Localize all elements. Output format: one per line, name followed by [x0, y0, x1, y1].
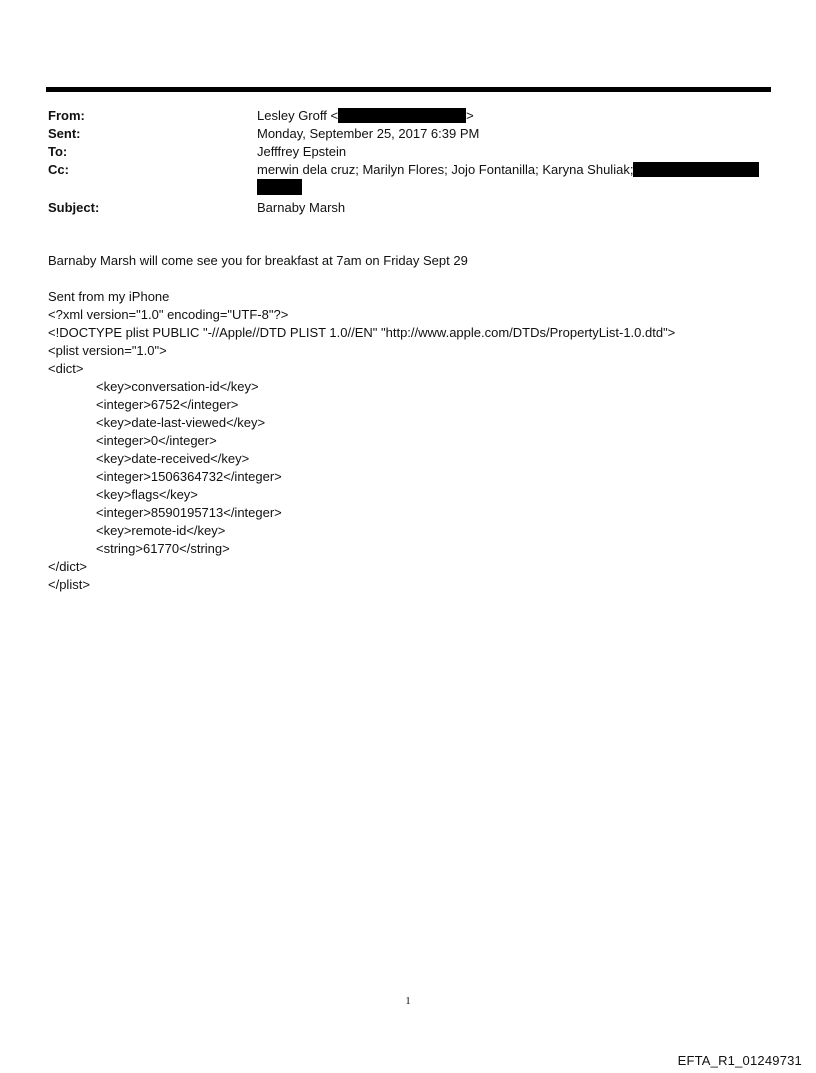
cc-label: Cc: — [48, 162, 69, 177]
subject-label: Subject: — [48, 200, 100, 215]
redaction-box — [633, 162, 759, 177]
xml-line: <integer>6752</integer> — [96, 397, 239, 412]
xml-line: <key>remote-id</key> — [96, 523, 226, 538]
xml-line: </plist> — [48, 577, 90, 592]
from-label: From: — [48, 108, 85, 123]
redaction-box — [257, 179, 302, 195]
from-value — [257, 107, 474, 125]
to-value: Jefffrey Epstein — [257, 144, 347, 159]
page-number: 1 — [405, 995, 411, 1007]
xml-line: <!DOCTYPE plist PUBLIC "-//Apple//DTD PLIST 1.0//EN" "http://www.apple.com/DTDs/PropertyList-1.0.dtd"> — [48, 325, 676, 340]
redaction-box — [338, 108, 466, 123]
message-text: Barnaby Marsh will come see you for breakfast at 7am on Friday Sept 29 — [48, 253, 468, 268]
xml-line: <key>date-last-viewed</key> — [96, 415, 266, 430]
xml-line: <key>date-received</key> — [96, 451, 250, 466]
xml-line: <integer>0</integer> — [96, 433, 217, 448]
bates-number: EFTA_R1_01249731 — [677, 1053, 802, 1068]
xml-line: <integer>1506364732</integer> — [96, 469, 282, 484]
cc-value — [257, 161, 759, 179]
cc-continuation — [257, 179, 302, 197]
signature-text: Sent from my iPhone — [48, 289, 170, 304]
xml-line: <key>conversation-id</key> — [96, 379, 259, 394]
xml-line: <string>61770</string> — [96, 541, 230, 556]
sent-value: Monday, September 25, 2017 6:39 PM — [257, 126, 480, 141]
xml-line: </dict> — [48, 559, 88, 574]
from-name: Lesley Groff < — [257, 108, 339, 123]
xml-line: <key>flags</key> — [96, 487, 198, 502]
header-divider — [46, 87, 771, 92]
xml-line: <dict> — [48, 361, 84, 376]
to-label: To: — [48, 144, 68, 159]
cc-names: merwin dela cruz; Marilyn Flores; Jojo Fontanilla; Karyna Shuliak; — [257, 162, 634, 177]
from-close-bracket: > — [466, 108, 474, 123]
xml-line: <?xml version="1.0" encoding="UTF-8"?> — [48, 307, 289, 322]
xml-line: <plist version="1.0"> — [48, 343, 167, 358]
sent-label: Sent: — [48, 126, 81, 141]
xml-line: <integer>8590195713</integer> — [96, 505, 282, 520]
subject-value: Barnaby Marsh — [257, 200, 346, 215]
